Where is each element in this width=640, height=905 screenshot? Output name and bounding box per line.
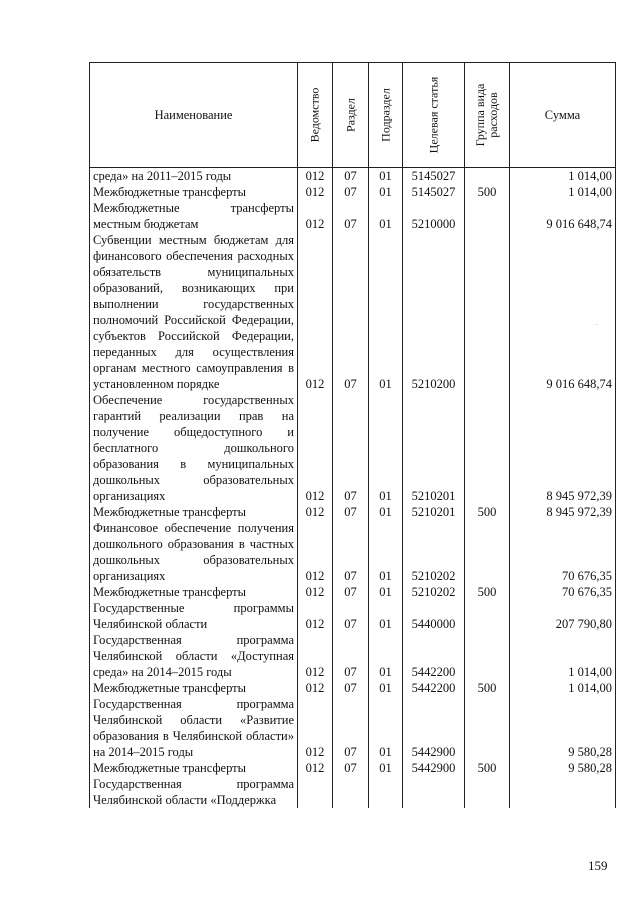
row-name: Межбюджетные трансферты [90, 584, 298, 600]
row-amount: 207 790,80 [510, 600, 616, 632]
row-section: 07 [333, 232, 369, 392]
row-department: 012 [298, 232, 333, 392]
row-amount: 1 014,00 [510, 184, 616, 200]
row-target-article: 5442900 [403, 696, 465, 760]
row-section: 07 [333, 504, 369, 520]
row-department: 012 [298, 200, 333, 232]
row-target-article: 5210202 [403, 584, 465, 600]
row-amount: 8 945 972,39 [510, 392, 616, 504]
header-section: Раздел [333, 63, 369, 168]
table-row [90, 584, 616, 600]
row-target-article: 5145027 [403, 184, 465, 200]
row-name: Финансовое обеспечение получения дошкольного образования в частных дошкольных образовательных организациях [90, 520, 298, 584]
row-amount: 70 676,35 [510, 520, 616, 584]
table-row [90, 200, 616, 232]
row-section: 07 [333, 184, 369, 200]
table-header-row [90, 63, 616, 168]
row-department: 012 [298, 520, 333, 584]
row-target-article: 5210201 [403, 392, 465, 504]
row-section: 07 [333, 200, 369, 232]
row-subsection [369, 776, 403, 808]
row-department: 012 [298, 632, 333, 680]
row-department: 012 [298, 392, 333, 504]
table-row [90, 184, 616, 200]
header-target-article: Целевая статья [403, 63, 465, 168]
page-number: 159 [588, 858, 608, 873]
row-department: 012 [298, 760, 333, 776]
row-section: 07 [333, 584, 369, 600]
row-section: 07 [333, 392, 369, 504]
row-name: Межбюджетные трансферты местным бюджетам [90, 200, 298, 232]
row-amount: 9 580,28 [510, 760, 616, 776]
header-expense-group: Группа вида расходов [465, 63, 510, 168]
row-department: 012 [298, 168, 333, 185]
row-target-article: 5145027 [403, 168, 465, 185]
row-name: Обеспечение государственных гарантий реализации прав на получение общедоступного и бесплатного дошкольного образования в муниципальных дошкольных образовательных организациях [90, 392, 298, 504]
row-subsection: 01 [369, 184, 403, 200]
header-name: Наименование [90, 63, 298, 168]
table-row [90, 168, 616, 185]
row-expense-group [465, 696, 510, 760]
row-name: Государственная программа Челябинской области «Развитие образования в Челябинской области» на 2014–2015 годы [90, 696, 298, 760]
row-name: Государственная программа Челябинской области «Поддержка [90, 776, 298, 808]
table-row [90, 504, 616, 520]
row-amount: 1 014,00 [510, 632, 616, 680]
row-department: 012 [298, 600, 333, 632]
table-row [90, 600, 616, 632]
header-subsection: Подраздел [369, 63, 403, 168]
row-section: 07 [333, 600, 369, 632]
row-expense-group [465, 776, 510, 808]
row-subsection: 01 [369, 584, 403, 600]
row-amount: 1 014,00 [510, 680, 616, 696]
row-section: 07 [333, 520, 369, 584]
row-department: 012 [298, 504, 333, 520]
row-target-article: 5210200 [403, 232, 465, 392]
row-expense-group [465, 392, 510, 504]
table-row [90, 520, 616, 584]
row-subsection: 01 [369, 760, 403, 776]
row-name: среда» на 2011–2015 годы [90, 168, 298, 185]
row-target-article: 5442200 [403, 680, 465, 696]
row-target-article: 5440000 [403, 600, 465, 632]
row-subsection: 01 [369, 632, 403, 680]
row-section: 07 [333, 168, 369, 185]
row-section: 07 [333, 632, 369, 680]
table-row [90, 392, 616, 504]
row-expense-group [465, 232, 510, 392]
row-expense-group: 500 [465, 584, 510, 600]
row-target-article: 5210201 [403, 504, 465, 520]
row-subsection: 01 [369, 392, 403, 504]
row-department: 012 [298, 680, 333, 696]
table-row [90, 232, 616, 392]
table-row [90, 760, 616, 776]
row-subsection: 01 [369, 200, 403, 232]
row-expense-group [465, 520, 510, 584]
row-name: Субвенции местным бюджетам для финансового обеспечения расходных обязательств муниципальных образований, возникающих при выполнении государственных полномочий Российской Федерации, субъектов Российской Федерации, переданных для осуществления органам местного самоуправления в установленном порядке [90, 232, 298, 392]
row-name: Государственные программы Челябинской области [90, 600, 298, 632]
row-subsection: 01 [369, 504, 403, 520]
row-subsection: 01 [369, 600, 403, 632]
row-section [333, 776, 369, 808]
row-section: 07 [333, 760, 369, 776]
row-name: Межбюджетные трансферты [90, 504, 298, 520]
row-expense-group [465, 168, 510, 185]
row-name: Государственная программа Челябинской области «Доступная среда» на 2014–2015 годы [90, 632, 298, 680]
row-department: 012 [298, 184, 333, 200]
header-amount: Сумма [510, 63, 616, 168]
table-row [90, 632, 616, 680]
scan-speck [596, 324, 597, 325]
row-department [298, 776, 333, 808]
row-expense-group [465, 600, 510, 632]
row-expense-group: 500 [465, 680, 510, 696]
header-department: Ведомство [298, 63, 333, 168]
row-amount: 70 676,35 [510, 584, 616, 600]
budget-table [89, 62, 616, 808]
row-target-article: 5442200 [403, 632, 465, 680]
row-section: 07 [333, 680, 369, 696]
row-amount: 9 016 648,74 [510, 232, 616, 392]
row-target-article: 5442900 [403, 760, 465, 776]
row-expense-group: 500 [465, 184, 510, 200]
row-target-article [403, 776, 465, 808]
row-expense-group [465, 200, 510, 232]
table-row [90, 696, 616, 760]
row-department: 012 [298, 584, 333, 600]
row-target-article: 5210000 [403, 200, 465, 232]
row-amount: 1 014,00 [510, 168, 616, 185]
row-subsection: 01 [369, 520, 403, 584]
table-row [90, 680, 616, 696]
row-name: Межбюджетные трансферты [90, 760, 298, 776]
row-subsection: 01 [369, 168, 403, 185]
row-name: Межбюджетные трансферты [90, 680, 298, 696]
row-amount [510, 776, 616, 808]
row-amount: 9 016 648,74 [510, 200, 616, 232]
row-expense-group [465, 632, 510, 680]
row-target-article: 5210202 [403, 520, 465, 584]
row-name: Межбюджетные трансферты [90, 184, 298, 200]
row-section: 07 [333, 696, 369, 760]
row-department: 012 [298, 696, 333, 760]
row-subsection: 01 [369, 696, 403, 760]
row-subsection: 01 [369, 232, 403, 392]
row-subsection: 01 [369, 680, 403, 696]
row-expense-group: 500 [465, 760, 510, 776]
row-expense-group: 500 [465, 504, 510, 520]
row-amount: 9 580,28 [510, 696, 616, 760]
table-row [90, 776, 616, 808]
row-amount: 8 945 972,39 [510, 504, 616, 520]
